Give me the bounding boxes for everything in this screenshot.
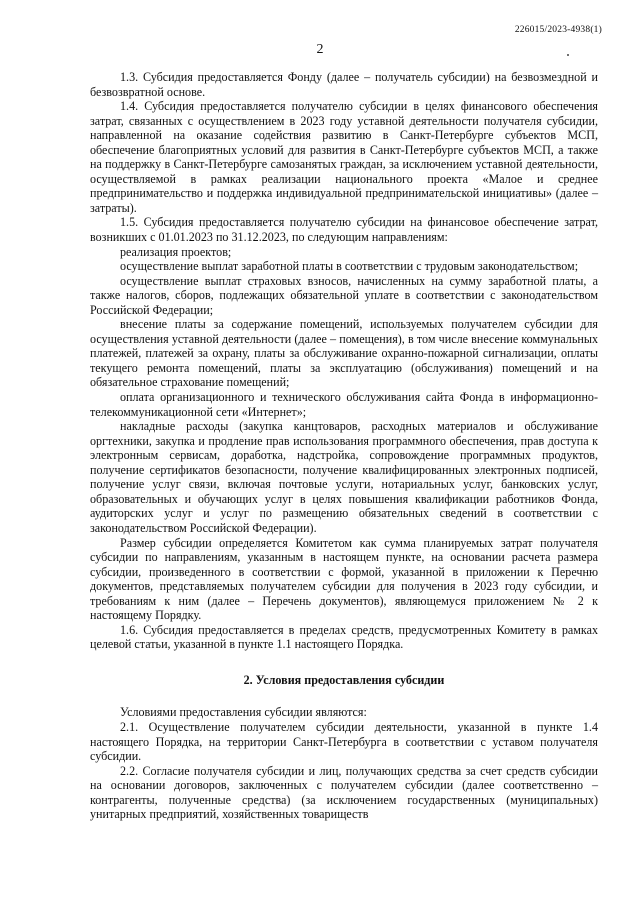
list-item-projects: реализация проектов; — [120, 244, 232, 259]
paragraph-1-6: 1.6. Субсидия предоставляется в пределах средств, предусмотренных Комитету в рамках целевой статьи, указанной в пункте 1.1 настоящего Порядка. — [90, 622, 598, 652]
list-item-website: оплата организационного и технического обслуживания сайта Фонда в информационно-телекоммуникационной сети «Интернет»; — [90, 390, 598, 419]
list-item-salary: осуществление выплат заработной платы в соответствии с трудовым законодательством; — [120, 259, 579, 274]
list-item-insurance: осуществление выплат страховых взносов, начисленных на сумму заработной платы, а также налогов, сборов, подлежащих обязательной уплате в соответствии с законодательством Российской Федерации; — [90, 273, 598, 317]
document-number: 226015/2023-4938(1) — [514, 25, 602, 35]
list-item-premises: внесение платы за содержание помещений, используемых получателем субсидии для осуществления уставной деятельности (далее – помещения), в том числе внесение коммунальных платежей, платежей за охрану, платы за обслуживание охранно-пожарной сигнализации, оплаты текущего ремонта помещений, платы за эксплуатацию (обслуживания) помещений и на обязательное страхование помещений; — [90, 317, 598, 390]
paragraph-2-1: 2.1. Осуществление получателем субсидии деятельности, указанной в пункте 1.4 настоящего Порядка, на территории Санкт-Петербурга в соответствии с уставом получателя субсидии. — [90, 719, 598, 764]
list-item-overhead: накладные расходы (закупка канцтоваров, расходных материалов и обслуживание оргтехники, закупка и продление прав использования программного обеспечения, прав доступа к электронным сервисам, доработка, надстройка, сопровождение программных продуктов, получение сертификатов безопасности, получение квалифицированных электронных подписей, получение услуг связи, включая почтовые услуги, нотариальных услуг, банковских услуг, образовательных и обучающих услуг в целях повышения квалификации работников Фонда, аудиторских услуг и услуг по размещению обязательных сведений в соответствии с законодательством Российской Федерации). — [90, 419, 598, 535]
section-heading: 2. Условия предоставления субсидии — [243, 672, 445, 687]
paragraph-subsidy-size: Размер субсидии определяется Комитетом как сумма планируемых затрат получателя субсидии по направлениям, указанным в настоящем пункте, на основании расчета размера субсидии, произведенного в соответствии с формой, указанной в приложении к Перечню документов, представляемых получателем субсидии для получения в 2023 году субсидии, и требованиям к ним (далее – Перечень документов), являющемуся приложением № 2 к настоящему Порядку. — [90, 535, 598, 623]
page-number: 2 — [316, 42, 324, 57]
paragraph-1-3: 1.3. Субсидия предоставляется Фонду (далее – получатель субсидии) на безвозмездной и безвозвратной основе. — [90, 70, 598, 99]
paragraph-2-2: 2.2. Согласие получателя субсидии и лиц, получающих средства за счет средств субсидии на основании договоров, заключенных с получателем субсидии (далее соответственно – контрагенты, полученные средства) (за исключением государственных (муниципальных) унитарных предприятий, хозяйственных товариществ — [90, 763, 598, 822]
paragraph-1-5: 1.5. Субсидия предоставляется получателю субсидии на финансовое обеспечение затрат, возникших с 01.01.2023 по 31.12.2023, по следующим направлениям: — [90, 215, 598, 245]
paragraph-conditions-intro: Условиями предоставления субсидии являются: — [120, 705, 367, 720]
document-body — [90, 70, 598, 822]
paragraph-1-4: 1.4. Субсидия предоставляется получателю субсидии в целях финансового обеспечения затрат, связанных с осуществлением в 2023 году уставной деятельности получателя субсидии, направленной на оказание содействия развитию в Санкт-Петербурге субъектов МСП, обеспечение благоприятных условий для развития в Санкт-Петербурге субъектов МСП, а также на поддержку в Санкт-Петербурге самозанятых граждан, за исключением уставной деятельности, осуществляемой в рамках реализации национального проекта «Малое и среднее предпринимательство и поддержка индивидуальной предпринимательской инициативы» (далее – затраты). — [90, 99, 598, 215]
scan-speck — [567, 54, 569, 56]
